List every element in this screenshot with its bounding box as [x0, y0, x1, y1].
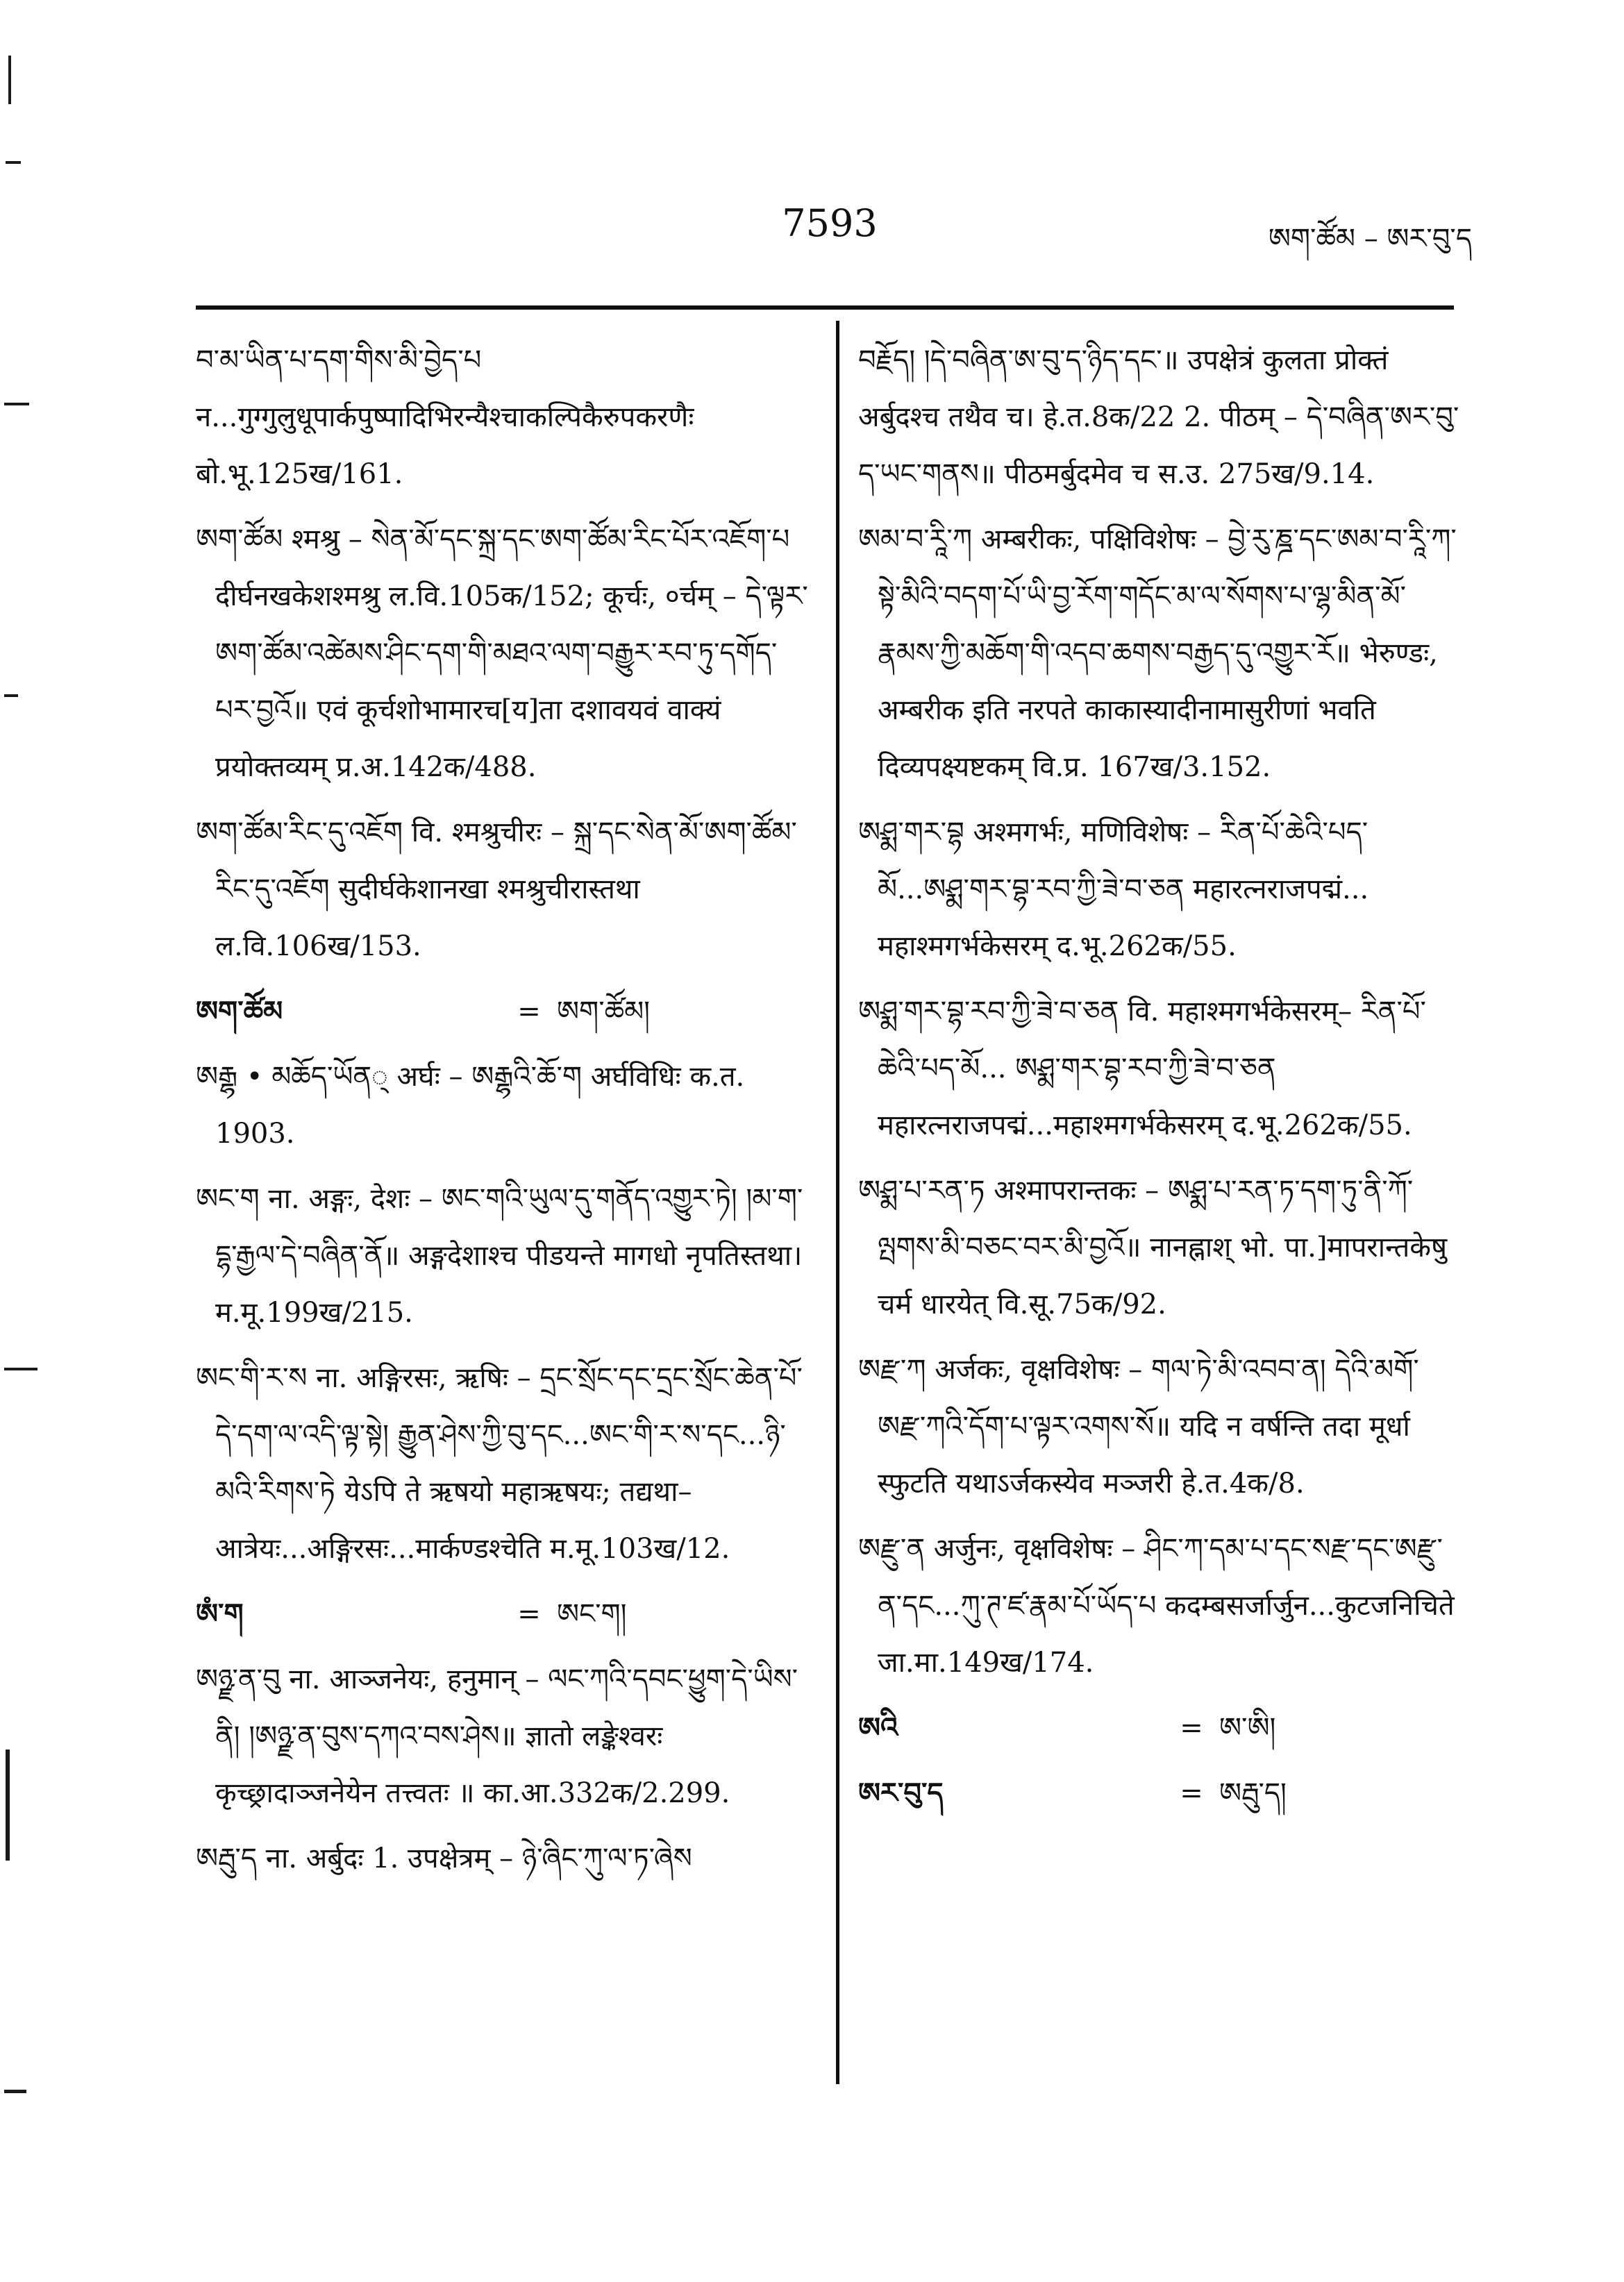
top-rule — [196, 305, 1454, 310]
dictionary-entry: ཨག་ཚོམ श्मश्रु – སེན་མོ་དང་སྐྲ་དང་ཨག་ཚོམ་རིང་པོར་འཇོག་པ दीर्घनखकेशश्मश्रु ल.वि.105क/152; कूर्चः, ०र्चम् – དེ་ལྟར་ཨག་ཚོམ་འཚེམས་ཤིང་དག་གི་མཐའ་ལག་བརྒྱུར་རབ་ཏུ་དགོད་པར་བྱའོ॥ एवं कूर्चशोभामारच[य]ता दशावयवं वाक्यं प्रयोक्तव्यम् प्र.अ.142क/488. — [196, 523, 808, 783]
dictionary-entry: ཨརྒྷ • མཆོད་ཡོན् अर्घः – ཨརྒྷའི་ཆོ་ག अर्घविधिः क.त. 1903. — [196, 1061, 745, 1150]
dictionary-entry: བརྗོད། །དེ་བཞིན་ཨ་བུ་ད་ཉིད་དང༌॥ उपक्षेत्रं कुलता प्रोक्तं अर्बुदश्च तथैव च। हे.त.8क/22 2. पीठम् – དེ་བཞིན་ཨར་བུ་ད་ཡང་གནས॥ पीठमर्बुदमेव च स.उ. 275ख/9.14. — [858, 344, 1459, 490]
page-number: 7593 — [782, 201, 878, 245]
dictionary-entry: ཨཤྨ་གར་བྷ अश्मगर्भः, मणिविशेषः – རིན་པོ་ཆེའི་པད་མོ...ཨཤྨ་གར་བྷ་རབ་ཀྱི་ཟེ་བ་ཅན महारत्नराजपद्मं... महाश्मगर्भकेसरम् द.भू.262क/55. — [858, 816, 1369, 962]
margin-mark-dash-4 — [4, 2090, 26, 2093]
equals-sign: = — [517, 1598, 541, 1630]
cross-reference-target: ཨང་ག། — [557, 1598, 627, 1630]
cross-reference-target: ཨ་ཨི། — [1219, 1712, 1276, 1744]
margin-mark-dash-3 — [4, 1368, 37, 1370]
cross-reference-headword: ཨའི — [858, 1711, 898, 1744]
right-column — [858, 332, 1459, 1830]
dictionary-entry: ཨཤྨ་པ་རན་ཏ अश्मापरान्तकः – ཨཤྨ་པ་རན་ཏ་དག་ཏུ་ནི་ཀོ་ལྤགས་མི་བཅང་བར་མི་བྱའོ॥ नानह्नाश् भो. पा.]मापरान्तकेषु चर्म धारयेत् वि.सू.75क/92. — [858, 1175, 1448, 1320]
dictionary-entry: ཨང་ག ना. अङ्गः, देशः – ཨང་གའི་ཡུལ་དུ་གནོད་འགྱུར་ཏེ། །མ་ག་དྷ་རྒྱལ་དེ་བཞིན་ནོ॥ अङ्गदेशाश्च पीडयन्ते मागधो नृपतिस्तथा। म.मू.199ख/215. — [196, 1183, 803, 1329]
margin-mark-tick — [6, 161, 21, 164]
cross-reference-headword: ཨར་བུ་ད — [858, 1777, 944, 1809]
margin-mark-dash-1 — [4, 403, 29, 405]
margin-mark-dash-2 — [4, 694, 18, 697]
margin-mark-bar — [6, 1750, 10, 1861]
dictionary-entry: ཨརྫུ་ན अर्जुनः, वृक्षविशेषः – ཤིང་ཀ་དམ་པ་དང་སརྫ་དང་ཨརྫུ་ན་དང...ཀུ་ཊ་ཛ་རྣམ་པོ་ཡོད་པ कदम्बसर्जार्जुन...कुटजनिचिते जा.मा.149ख/174. — [858, 1533, 1455, 1679]
dictionary-entry: ཨརྦུ་ད ना. अर्बुदः 1. उपक्षेत्रम् – ཉེ་ཞིང་ཀུ་ལ་ཏ་ཞེས — [196, 1843, 692, 1874]
dictionary-entry: བ་མ་ཡིན་པ་དག་གིས་མི་བྱེད་པ न...गुग्गुलुधूपार्कपुष्पादिभिरन्यैश्चाकल्पिकैरुपकरणैः बो.भू.125ख/161. — [196, 344, 694, 490]
cross-reference-headword: ཨག་ཚོམ — [196, 995, 283, 1027]
cross-reference — [196, 983, 814, 1040]
dictionary-entry: ཨརྫ་ཀ अर्जकः, वृक्षविशेषः – གལ་ཏེ་མི་འབབ་ན། དེའི་མགོ་ཨརྫ་ཀའི་དོག་པ་ལྟར་འགས་སོ॥ यदि न वर्षन्ति तदा मूर्धा स्फुटति यथाऽर्जकस्येव मञ्जरी हे.त.4क/8. — [858, 1354, 1419, 1500]
left-column — [196, 332, 814, 1895]
equals-sign: = — [1180, 1712, 1203, 1744]
cross-reference — [858, 1700, 1459, 1756]
column-divider — [836, 321, 839, 2084]
equals-sign: = — [517, 996, 541, 1027]
cross-reference — [858, 1765, 1459, 1822]
dictionary-entry: ཨང་གི་ར་ས ना. अङ्गिरसः, ऋषिः – དྲང་སྲོང་དང་དྲང་སྲོང་ཆེན་པོ་དེ་དག་ལ་འདི་ལྟ་སྟེ། རྒྱུན་ཤེས་ཀྱི་བུ་དང...ཨང་གི་ར་ས་དང...ཉི་མའི་རིགས་ཏེ येऽपि ते ऋषयो महाऋषयः; तद्यथा–आत्रेयः...अङ्गिरसः...मार्कण्डश्चेति म.मू.103ख/12. — [196, 1362, 803, 1565]
dictionary-entry: ཨཉྫ་ན་བུ ना. आञ्जनेयः, हनुमान् – ལང་ཀའི་དབང་ཕྱུག་དེ་ཡིས་ནི། །ཨཉྫ་ན་བུས་དཀའ་བས་ཤེས॥ ज्ञातो लङ्केश्वरः कृच्छ्रादाञ्जनेयेन तत्त्वतः ॥ का.आ.332क/2.299. — [196, 1663, 798, 1809]
header-range: ཨག་ཚོམ – ཨར་བུ་ད — [1268, 223, 1472, 255]
dictionary-entry: ཨཤྨ་གར་བྷ་རབ་ཀྱི་ཟེ་བ་ཅན वि. महाश्मगर्भकेसरम्– རིན་པོ་ཆེའི་པད་མོ... ཨཤྨ་གར་བྷ་རབ་ཀྱི་ཟེ་བ་ཅན महारत्नराजपद्मं...महाश्मगर्भकेसरम् द.भू.262क/55. — [858, 996, 1426, 1141]
margin-mark-top — [8, 56, 11, 104]
cross-reference — [196, 1586, 814, 1643]
cross-reference-target: ཨརྦུ་ད། — [1219, 1777, 1287, 1809]
dictionary-entry: ཨག་ཚོམ་རིང་དུ་འཇོག वि. श्मश्रुचीरः – སྐྲ་དང་སེན་མོ་ཨག་ཚོམ་རིང་དུ་འཇོག सुदीर्घकेशानखा श्मश्रुचीरास्तथा ल.वि.106ख/153. — [196, 816, 797, 962]
dictionary-entry: ཨམ་བ་རཱི་ཀ अम्बरीकः, पक्षिविशेषः – བྱེ་རུ་ཎྜ་དང་ཨམ་བ་རཱི་ཀ་སྟེ་མིའི་བདག་པོ་ཡི་བྱ་རོག་གདོང་མ་ལ་སོགས་པ་ལྷ་མིན་མོ་རྣམས་ཀྱི་མཆོག་གི་འདབ་ཆགས་བརྒྱད་དུ་འགྱུར་རོ॥ भेरुण्डः, अम्बरीक इति नरपते काकास्यादीनामासुरीणां भवति दिव्यपक्ष्यष्टकम् वि.प्र. 167ख/3.152. — [858, 523, 1457, 783]
cross-reference-target: ཨག་ཚོམ། — [557, 996, 651, 1027]
equals-sign: = — [1180, 1777, 1203, 1809]
cross-reference-headword: ཨཾ་ག — [196, 1597, 244, 1630]
